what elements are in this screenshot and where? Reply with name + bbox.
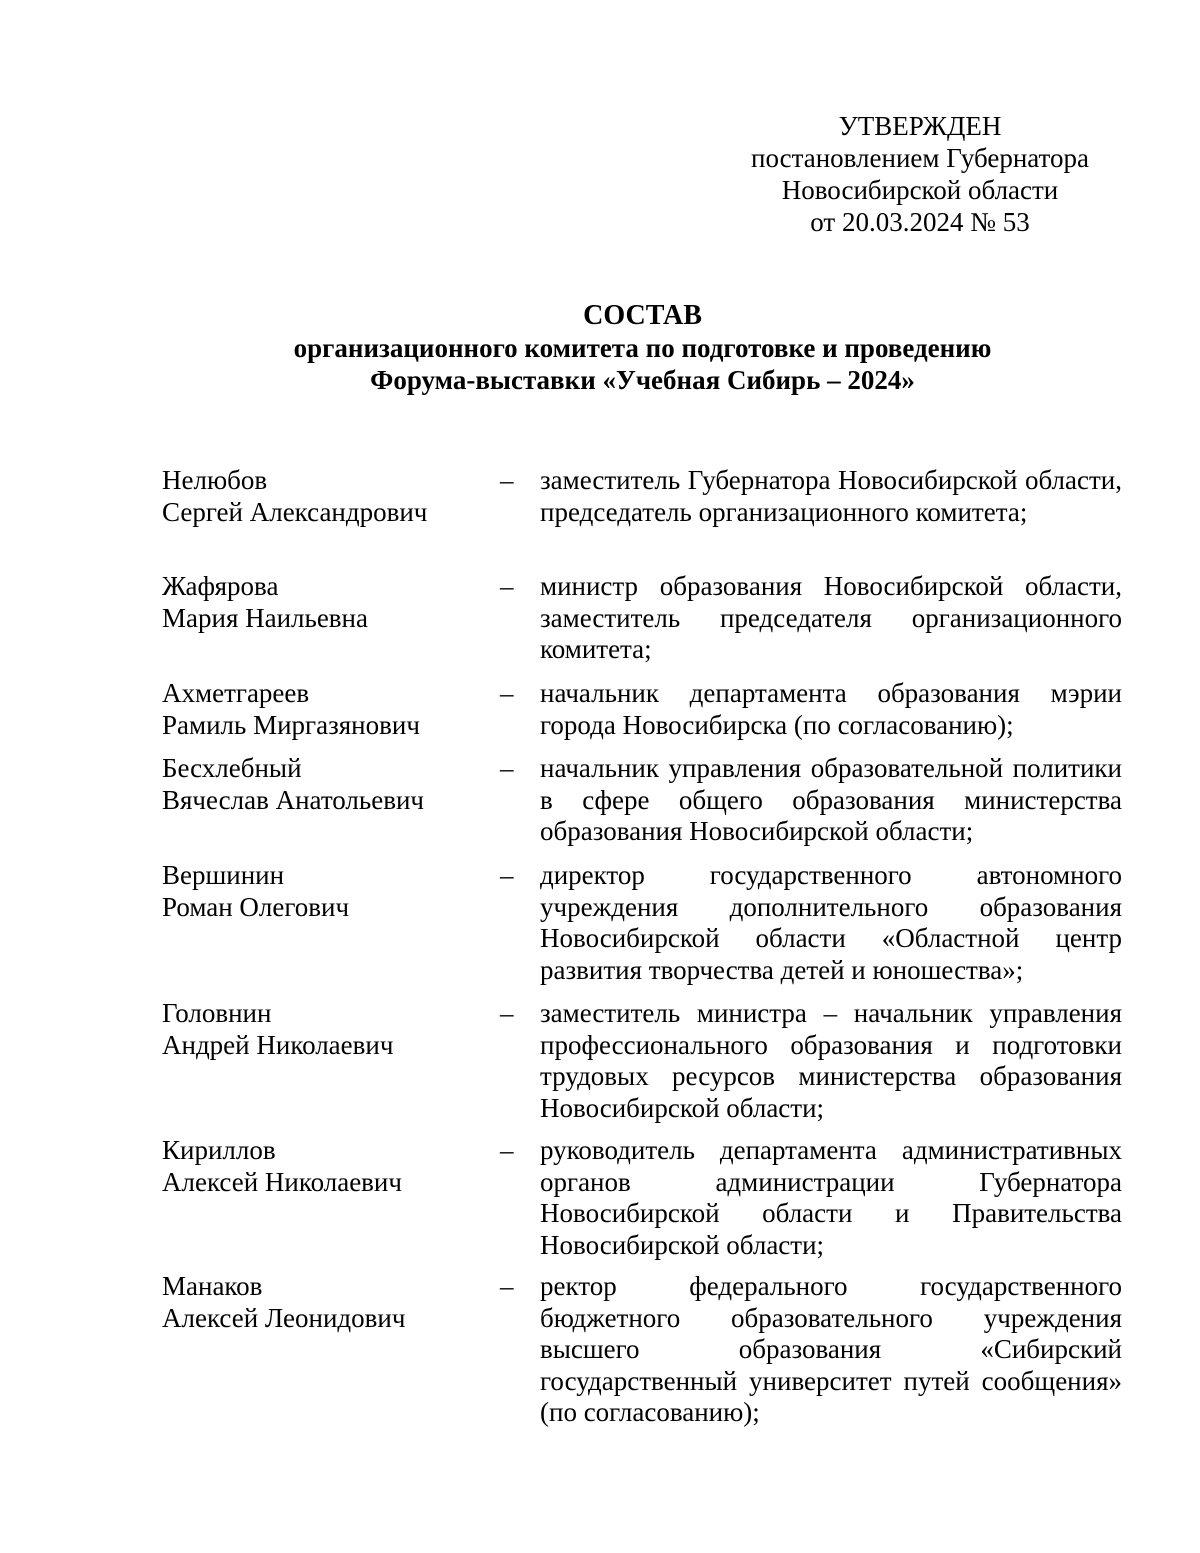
member-role: заместитель министра – начальник управления профессионального образования и подготовки трудовых ресурсов министерства образования Новосибирской области;	[540, 998, 1122, 1123]
member-name	[162, 678, 500, 753]
member-given-names: Роман Олегович	[162, 891, 350, 922]
member-given-names: Алексей Леонидович	[162, 1302, 406, 1333]
separator-dash: –	[500, 1135, 514, 1165]
approval-date-number: от 20.03.2024 № 53	[810, 207, 1030, 237]
member-surname: Ахметгареев	[162, 678, 310, 708]
committee-members-list	[162, 465, 1122, 1441]
member-entry	[162, 465, 1122, 571]
member-entry	[162, 753, 1122, 860]
member-role: заместитель Губернатора Новосибирской области, председатель организационного комитета;	[540, 465, 1122, 527]
member-role: руководитель департамента административных органов администрации Губернатора Новосибирской области и Правительства Новосибирской области;	[540, 1135, 1122, 1260]
member-given-names: Алексей Николаевич	[162, 1166, 402, 1197]
member-entry	[162, 571, 1122, 678]
member-surname: Головнин	[162, 998, 272, 1028]
member-surname: Вершинин	[162, 860, 285, 890]
separator-dash: –	[500, 678, 514, 708]
member-entry	[162, 998, 1122, 1135]
member-role: ректор федерального государственного бюджетного образовательного учреждения высшего образования «Сибирский государственный университет путей сообщения» (по согласованию);	[540, 1271, 1122, 1428]
separator-dash: –	[500, 753, 514, 783]
member-name	[162, 1135, 500, 1271]
member-entry	[162, 678, 1122, 753]
separator-dash: –	[500, 998, 514, 1028]
member-name	[162, 465, 500, 571]
member-role: начальник департамента образования мэрии города Новосибирска (по согласованию);	[540, 678, 1122, 740]
member-entry	[162, 860, 1122, 998]
member-role: министр образования Новосибирской области, заместитель председателя организационного комитета;	[540, 571, 1122, 665]
member-name	[162, 860, 500, 998]
member-given-names: Сергей Александрович	[162, 496, 428, 527]
member-surname: Жафярова	[162, 571, 279, 601]
member-entry	[162, 1271, 1122, 1441]
separator-dash: –	[500, 571, 514, 601]
member-surname: Кириллов	[162, 1135, 276, 1165]
member-surname: Бесхлебный	[162, 753, 302, 783]
member-name	[162, 1271, 500, 1441]
approval-heading: УТВЕРЖДЕН	[838, 111, 1002, 141]
document-title	[0, 300, 1200, 396]
title-event-name: Форума-выставки «Учебная Сибирь – 2024»	[370, 365, 915, 395]
member-given-names: Вячеслав Анатольевич	[162, 784, 424, 815]
approval-region: Новосибирской области	[781, 175, 1059, 205]
separator-dash: –	[500, 1271, 514, 1301]
approval-stamp	[720, 110, 1120, 238]
approval-authority: постановлением Губернатора	[751, 143, 1089, 173]
member-given-names: Андрей Николаевич	[162, 1029, 394, 1060]
member-role: директор государственного автономного учреждения дополнительного образования Новосибирской области «Областной центр развития творчества детей и юношества»;	[540, 860, 1122, 985]
member-given-names: Рамиль Миргазянович	[162, 709, 420, 740]
separator-dash: –	[500, 465, 514, 495]
member-surname: Манаков	[162, 1271, 263, 1301]
member-name	[162, 571, 500, 678]
member-given-names: Мария Наильевна	[162, 602, 368, 633]
separator-dash: –	[500, 860, 514, 890]
title-heading: СОСТАВ	[583, 300, 702, 331]
member-role: начальник управления образовательной политики в сфере общего образования министерства образования Новосибирской области;	[540, 753, 1122, 847]
member-entry	[162, 1135, 1122, 1271]
member-name	[162, 998, 500, 1135]
member-surname: Нелюбов	[162, 465, 268, 495]
member-name	[162, 753, 500, 860]
title-subtitle: организационного комитета по подготовке и проведению	[293, 333, 992, 363]
